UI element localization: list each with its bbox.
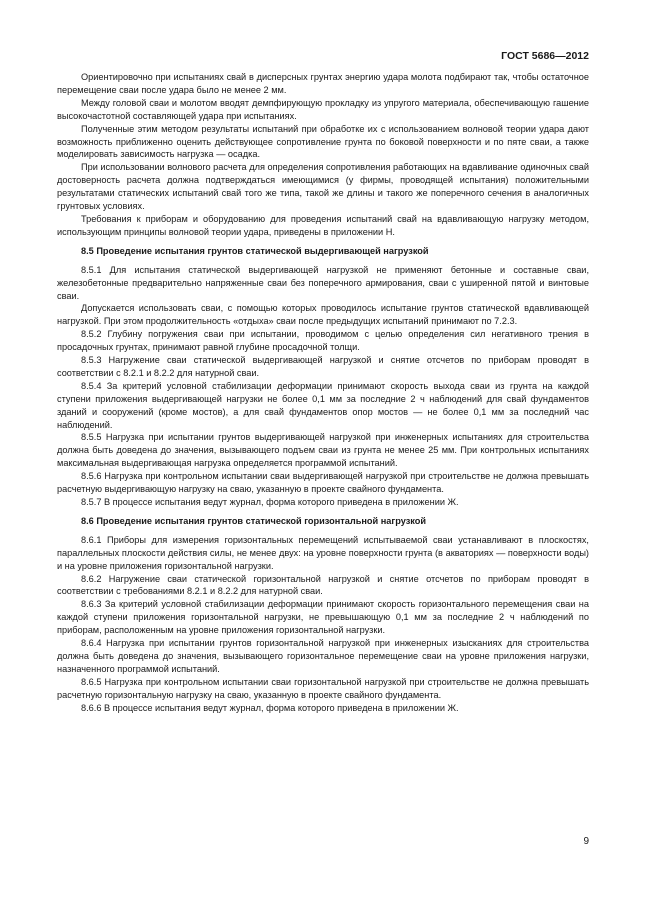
paragraph: При использовании волнового расчета для определения сопротивления работающих на вдавливание одиночных свай достоверность расчета должна подтверждаться имеющимися (у фирмы, проводящей испытания) положительными результатами статических испытаний свай того же типа, такой же длины и такого же поперечного сечения в аналогичных грунтовых условиях. xyxy=(57,162,589,212)
paragraph: Полученные этим методом результаты испытаний при обработке их с использованием волновой теории удара дают возможность приближенно оценить действующее сопротивление грунта по боковой поверхности и по пяте сваи, а также моделировать зависимость нагрузка — осадка. xyxy=(57,123,589,160)
section-heading: 8.6 Проведение испытания грунтов статической горизонтальной нагрузкой xyxy=(81,515,427,526)
paragraph: Между головой сваи и молотом вводят демпфирующую прокладку из упругого материала, обеспечивающую гашение высокочастотной составляющей удара при испытаниях. xyxy=(57,97,589,121)
page-number: 9 xyxy=(583,836,589,847)
document-body xyxy=(57,71,589,715)
paragraph: 8.6.1 Приборы для измерения горизонтальных перемещений испытываемой сваи устанавливают в плоскостях, параллельных плоскости действия силы, не менее двух: на уровне поверхности грунта (в акваториях — поверхности воды) и на уровне приложения горизонтальной нагрузки. xyxy=(57,534,589,571)
paragraph: Ориентировочно при испытаниях свай в дисперсных грунтах энергию удара молота подбирают так, чтобы остаточное перемещение сваи после удара было не менее 2 мм. xyxy=(57,72,589,95)
paragraph: 8.5.2 Глубину погружения сваи при испытании, проводимом с целью определения сил негативного трения в просадочных грунтах, принимают равной глубине просадочной толщи. xyxy=(57,329,589,353)
paragraph: 8.5.5 Нагрузка при испытании грунтов выдергивающей нагрузкой при инженерных испытаниях для строительства должна быть доведена до значения, вызывающего подъем сваи из грунта не менее 25 мм. При контрольных испытаниях максимальная выдергивающая нагрузка определяется программой испытаний. xyxy=(57,432,589,469)
section-heading: 8.5 Проведение испытания грунтов статической выдергивающей нагрузкой xyxy=(81,245,429,256)
paragraph: Допускается использовать сваи, с помощью которых проводилось испытание грунтов статической вдавливающей нагрузкой. При этом продолжительность «отдыха» сваи после предыдущих испытаний принимают по 7.2.3. xyxy=(57,303,589,327)
paragraph: 8.5.7 В процессе испытания ведут журнал, форма которого приведена в приложении Ж. xyxy=(81,497,459,507)
paragraph: 8.6.5 Нагрузка при контрольном испытании сваи горизонтальной нагрузкой при строительстве не должна превышать расчетную горизонтальную нагрузку на сваю, указанную в проекте свайного фундамента. xyxy=(57,676,589,700)
document-header: ГОСТ 5686—2012 xyxy=(501,50,589,62)
paragraph: 8.5.3 Нагружение сваи статической выдергивающей нагрузкой и снятие отсчетов по приборам проводят в соответствии с 8.2.1 и 8.2.2 для натурной сваи. xyxy=(57,355,589,378)
paragraph: 8.5.4 За критерий условной стабилизации деформации принимают скорость выхода сваи из грунта на каждой ступени приложения выдергивающей нагрузки не более 0,1 мм за последние 2 ч наблюдений для свай фундаментов зданий и сооружений (кроме мостов), а для свай фундаментов опор мостов — не более 0,1 мм за последний час наблюдений. xyxy=(57,380,589,430)
paragraph: 8.6.3 За критерий условной стабилизации деформации принимают скорость горизонтального перемещения сваи на каждой ступени приложения горизонтальной нагрузки, не превышающую 0,1 мм за последние 2 ч наблюдений по приборам, расположенным на уровне приложения горизонтальной нагрузки. xyxy=(57,599,589,636)
paragraph: 8.5.1 Для испытания статической выдергивающей нагрузкой не применяют бетонные и составные сваи, железобетонные предварительно напряженные сваи без поперечного армирования, сваи с уширенной пятой и винтовые сваи. xyxy=(57,264,589,301)
paragraph: 8.5.6 Нагрузка при контрольном испытании сваи выдергивающей нагрузкой при строительстве не должна превышать расчетную выдергивающую нагрузку на сваю, указанную в проекте свайного фундамента. xyxy=(57,471,589,495)
paragraph: 8.6.4 Нагрузка при испытании грунтов горизонтальной нагрузкой при инженерных изысканиях для строительства должна быть доведена до значения, вызывающего горизонтальное перемещение сваи на уровне приложения нагрузки, назначенного программой испытаний. xyxy=(57,638,589,674)
paragraph: Требования к приборам и оборудованию для проведения испытаний свай на вдавливающую нагрузку методом, использующим принципы волновой теории удара, приведены в приложении Н. xyxy=(57,213,589,237)
paragraph: 8.6.6 В процессе испытания ведут журнал, форма которого приведена в приложении Ж. xyxy=(81,702,459,713)
paragraph: 8.6.2 Нагружение сваи статической горизонтальной нагрузкой и снятие отсчетов по приборам проводят в соответствии с требованиями 8.2.1 и 8.2.2 для натурной сваи. xyxy=(57,573,589,597)
